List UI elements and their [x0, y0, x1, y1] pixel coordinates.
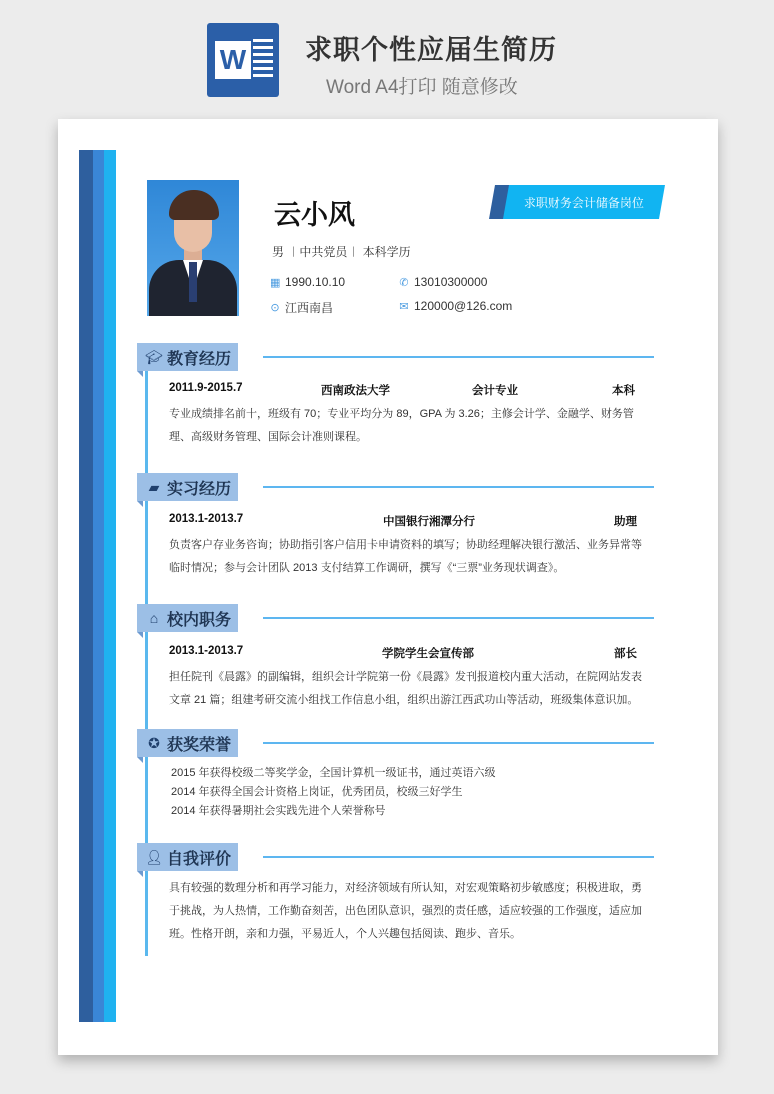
- education-period: 2011.9-2015.7: [169, 382, 243, 394]
- campus-org: 学院学生会宣传部: [382, 648, 474, 660]
- section-title: 实习经历: [167, 480, 232, 498]
- education-school: 西南政法大学: [321, 385, 390, 397]
- section-divider: [263, 486, 654, 488]
- internship-org: 中国银行湘潭分行: [383, 516, 475, 528]
- word-logo-letter: W: [215, 41, 251, 79]
- award-item: 2015 年获得校级二等奖学金，全国计算机一级证书，通过英语六级: [171, 767, 496, 779]
- side-bar-dark: [79, 150, 93, 1022]
- section-title: 自我评价: [167, 850, 232, 868]
- section-internship: [137, 473, 697, 501]
- candidate-name: 云小风: [274, 200, 355, 230]
- email-value: 120000@126.com: [414, 299, 513, 313]
- section-title: 校内职务: [167, 611, 232, 629]
- graduation-cap-icon: 🎓︎: [145, 348, 163, 365]
- birth-date-value: 1990.10.10: [285, 275, 346, 289]
- briefcase-icon: ▰: [148, 478, 160, 495]
- basic-info: 男 ︱中共党员︱ 本科学历: [272, 245, 411, 259]
- document-title: 求职个性应届生简历: [305, 35, 557, 65]
- phone: [399, 275, 487, 289]
- self-evaluation-text: 具有较强的数理分析和再学习能力，对经济领域有所认知，对宏观策略初步敏感度；积极进取，勇于挑战，为人热情，工作勤奋刻苦，出色团队意识，强烈的责任感，适应较强的工作强度，适应加班。性格开朗，亲和力强，平易近人，个人兴趣包括阅读、跑步、音乐。: [169, 882, 642, 940]
- section-divider: [263, 617, 654, 619]
- section-awards: [137, 729, 697, 757]
- mail-icon: ✉: [399, 300, 409, 313]
- section-campus: [137, 604, 697, 632]
- side-bar-light: [104, 150, 116, 1022]
- section-divider: [263, 742, 654, 744]
- side-bar-mid: [93, 150, 104, 1022]
- internship-role: 助理: [614, 516, 637, 528]
- location: [270, 299, 333, 316]
- location-value: 江西南昌: [285, 301, 334, 315]
- section-education: [137, 343, 697, 371]
- section-divider: [263, 356, 654, 358]
- email: [399, 299, 512, 313]
- location-pin-icon: ⊙: [270, 302, 280, 314]
- word-logo-icon: [207, 23, 279, 97]
- document-subtitle: Word A4打印 随意修改: [326, 77, 518, 98]
- internship-period: 2013.1-2013.7: [169, 513, 244, 525]
- calendar-icon: ▦: [270, 276, 281, 289]
- user-icon: 👤︎: [145, 848, 163, 865]
- campus-description: 担任院刊《晨露》的副编辑，组织会计学院第一份《晨露》发刊报道校内重大活动，在院网站发表文章 21 篇；组建考研交流小组找工作信息小组，组织出游江西武功山等活动，班级集体意识加。: [169, 671, 642, 706]
- section-title: 获奖荣誉: [167, 736, 232, 754]
- medal-icon: ✪: [148, 734, 160, 751]
- section-title: 教育经历: [167, 350, 232, 368]
- objective-text: 求职财务会计储备岗位: [523, 195, 644, 210]
- education-major: 会计专业: [472, 385, 518, 397]
- campus-role: 部长: [614, 648, 637, 660]
- resume-page: [58, 119, 718, 1055]
- phone-value: 13010300000: [414, 275, 488, 289]
- education-degree: 本科: [612, 385, 635, 397]
- objective-badge: [492, 185, 662, 219]
- award-item: 2014 年获得全国会计资格上岗证，优秀团员，校级三好学生: [171, 786, 463, 798]
- phone-icon: ✆: [399, 276, 409, 289]
- education-description: 专业成绩排名前十，班级有 70；专业平均分为 89，GPA 为 3.26；主修会计学、金融学、财务管理、高级财务管理、国际会计准则课程。: [169, 408, 634, 443]
- profile-photo: [147, 180, 239, 316]
- awards-list: [171, 764, 496, 821]
- section-self-evaluation: [137, 843, 697, 871]
- document-header: [0, 0, 774, 118]
- award-item: 2014 年获得暑期社会实践先进个人荣誉称号: [171, 805, 386, 817]
- birth-date: [270, 275, 345, 289]
- section-divider: [263, 856, 654, 858]
- campus-period: 2013.1-2013.7: [169, 645, 244, 657]
- home-icon: ⌂: [149, 610, 159, 626]
- internship-description: 负责客户存业务咨询；协助指引客户信用卡申请资料的填写；协助经理解决银行激活、业务异常等临时情况；参与会计团队 2013 支付结算工作调研，撰写《“三票”业务现状调查》。: [169, 539, 642, 574]
